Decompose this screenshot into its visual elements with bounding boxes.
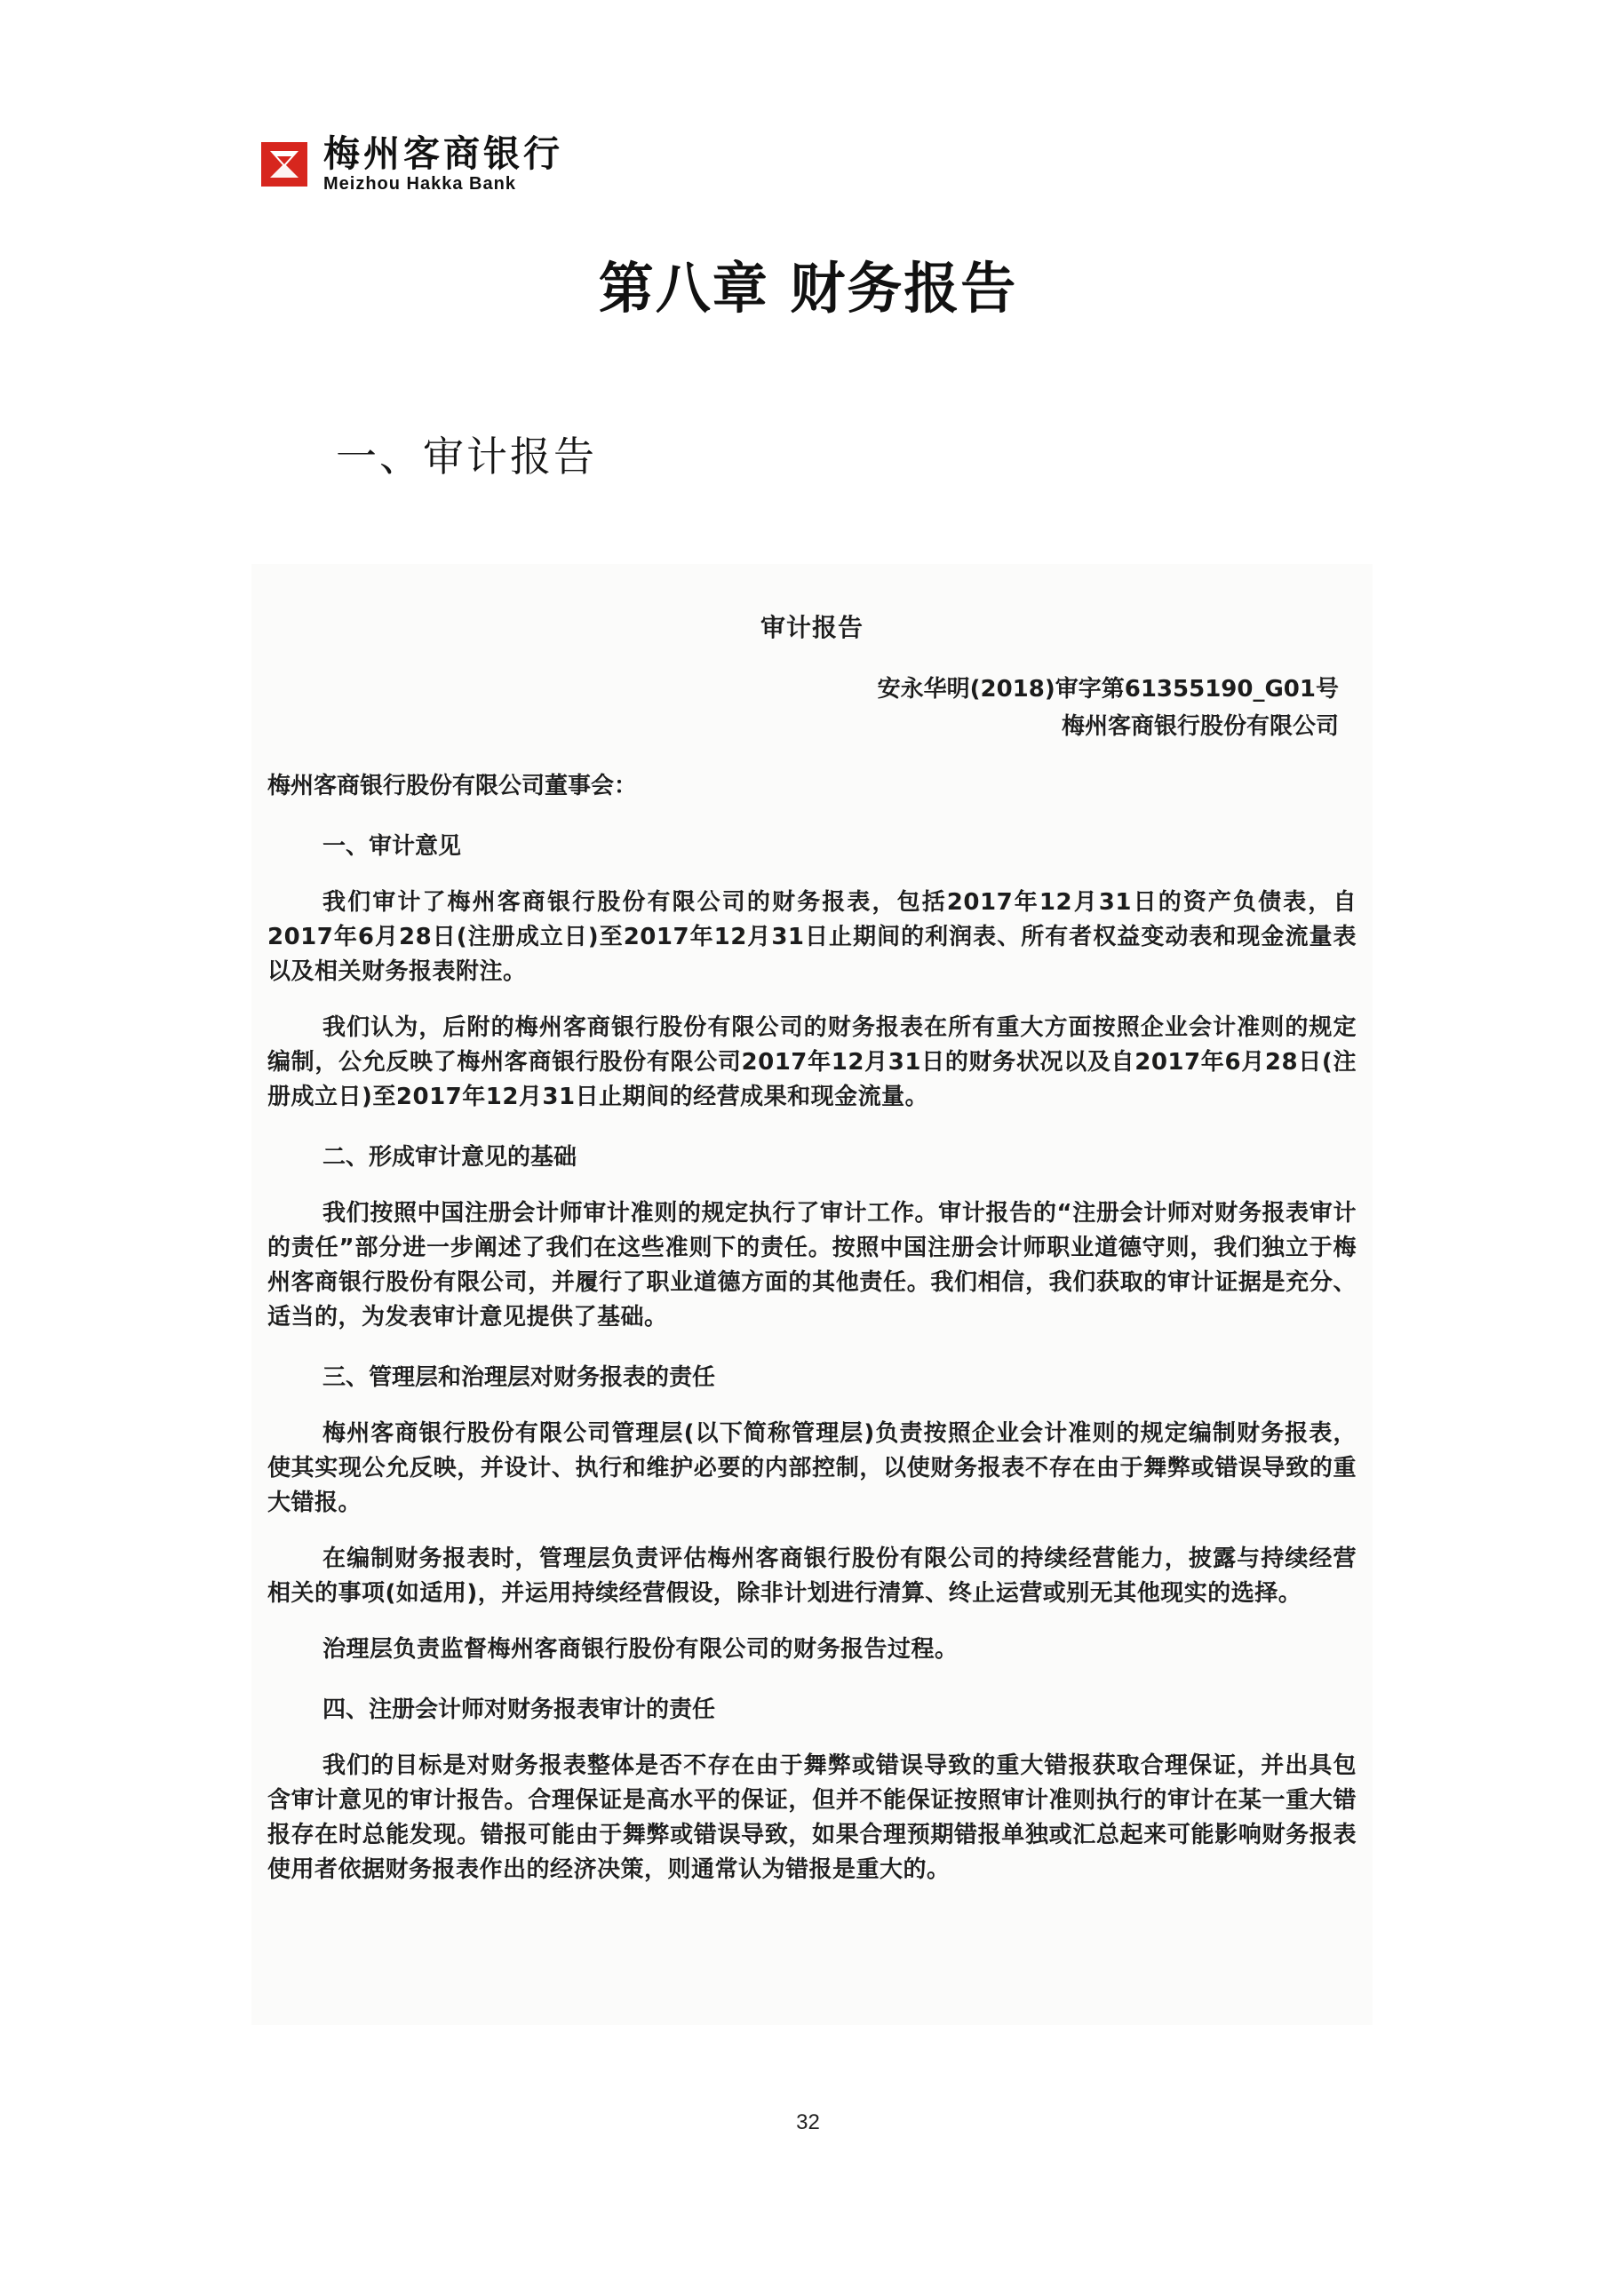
- report-paragraph: 在编制财务报表时，管理层负责评估梅州客商银行股份有限公司的持续经营能力，披露与持续经营相关的事项(如适用)，并运用持续经营假设，除非计划进行清算、终止运营或别无其他现实的选择。: [267, 1545, 1357, 1607]
- bank-logo-icon: [258, 137, 311, 192]
- section-heading: 一、审计报告: [336, 433, 597, 481]
- report-reference-number: 安永华明(2018)审字第61355190_G01号: [877, 676, 1339, 703]
- page-number: 32: [796, 2110, 820, 2134]
- report-paragraph: 我们按照中国注册会计师审计准则的规定执行了审计工作。审计报告的“注册会计师对财务报表审计的责任”部分进一步阐述了我们在这些准则下的责任。按照中国注册会计师职业道德守则，我们独立于梅州客商银行股份有限公司，并履行了职业道德方面的其他责任。我们相信，我们获取的审计证据是充分、适当的，为发表审计意见提供了基础。: [267, 1200, 1357, 1331]
- bank-logo-name-en: Meizhou Hakka Bank: [323, 174, 516, 194]
- report-section-heading: 四、注册会计师对财务报表审计的责任: [322, 1696, 716, 1723]
- report-paragraph: 治理层负责监督梅州客商银行股份有限公司的财务报告过程。: [322, 1636, 959, 1663]
- report-paragraph: 梅州客商银行股份有限公司管理层(以下简称管理层)负责按照企业会计准则的规定编制财务报表，使其实现公允反映，并设计、执行和维护必要的内部控制，以使财务报表不存在由于舞弊或错误导致的重大错报。: [267, 1420, 1357, 1516]
- report-section-heading: 三、管理层和治理层对财务报表的责任: [322, 1364, 716, 1391]
- report-title: 审计报告: [760, 613, 864, 642]
- report-section-heading: 二、形成审计意见的基础: [322, 1144, 577, 1171]
- report-reference-company: 梅州客商银行股份有限公司: [1061, 713, 1339, 740]
- report-section-heading: 一、审计意见: [322, 833, 462, 860]
- bank-logo: [258, 133, 563, 195]
- scanned-audit-report: [251, 564, 1373, 2025]
- report-paragraph: 我们审计了梅州客商银行股份有限公司的财务报表，包括2017年12月31日的资产负债表，自2017年6月28日(注册成立日)至2017年12月31日止期间的利润表、所有者权益变动表和现金流量表以及相关财务报表附注。: [267, 889, 1357, 985]
- report-addressee: 梅州客商银行股份有限公司董事会：: [267, 773, 638, 799]
- report-paragraph: 我们的目标是对财务报表整体是否不存在由于舞弊或错误导致的重大错报获取合理保证，并出具包含审计意见的审计报告。合理保证是高水平的保证，但并不能保证按照审计准则执行的审计在某一重大错报存在时总能发现。错报可能由于舞弊或错误导致，如果合理预期错报单独或汇总起来可能影响财务报表使用者依据财务报表作出的经济决策，则通常认为错报是重大的。: [267, 1752, 1357, 1883]
- bank-logo-name-cn: 梅州客商银行: [323, 132, 563, 175]
- report-paragraph: 我们认为，后附的梅州客商银行股份有限公司的财务报表在所有重大方面按照企业会计准则的规定编制，公允反映了梅州客商银行股份有限公司2017年12月31日的财务状况以及自2017年6月28日(注册成立日)至2017年12月31日止期间的经营成果和现金流量。: [267, 1014, 1357, 1110]
- chapter-title: 第八章 财务报告: [598, 256, 1018, 321]
- bank-logo-text: [323, 134, 563, 195]
